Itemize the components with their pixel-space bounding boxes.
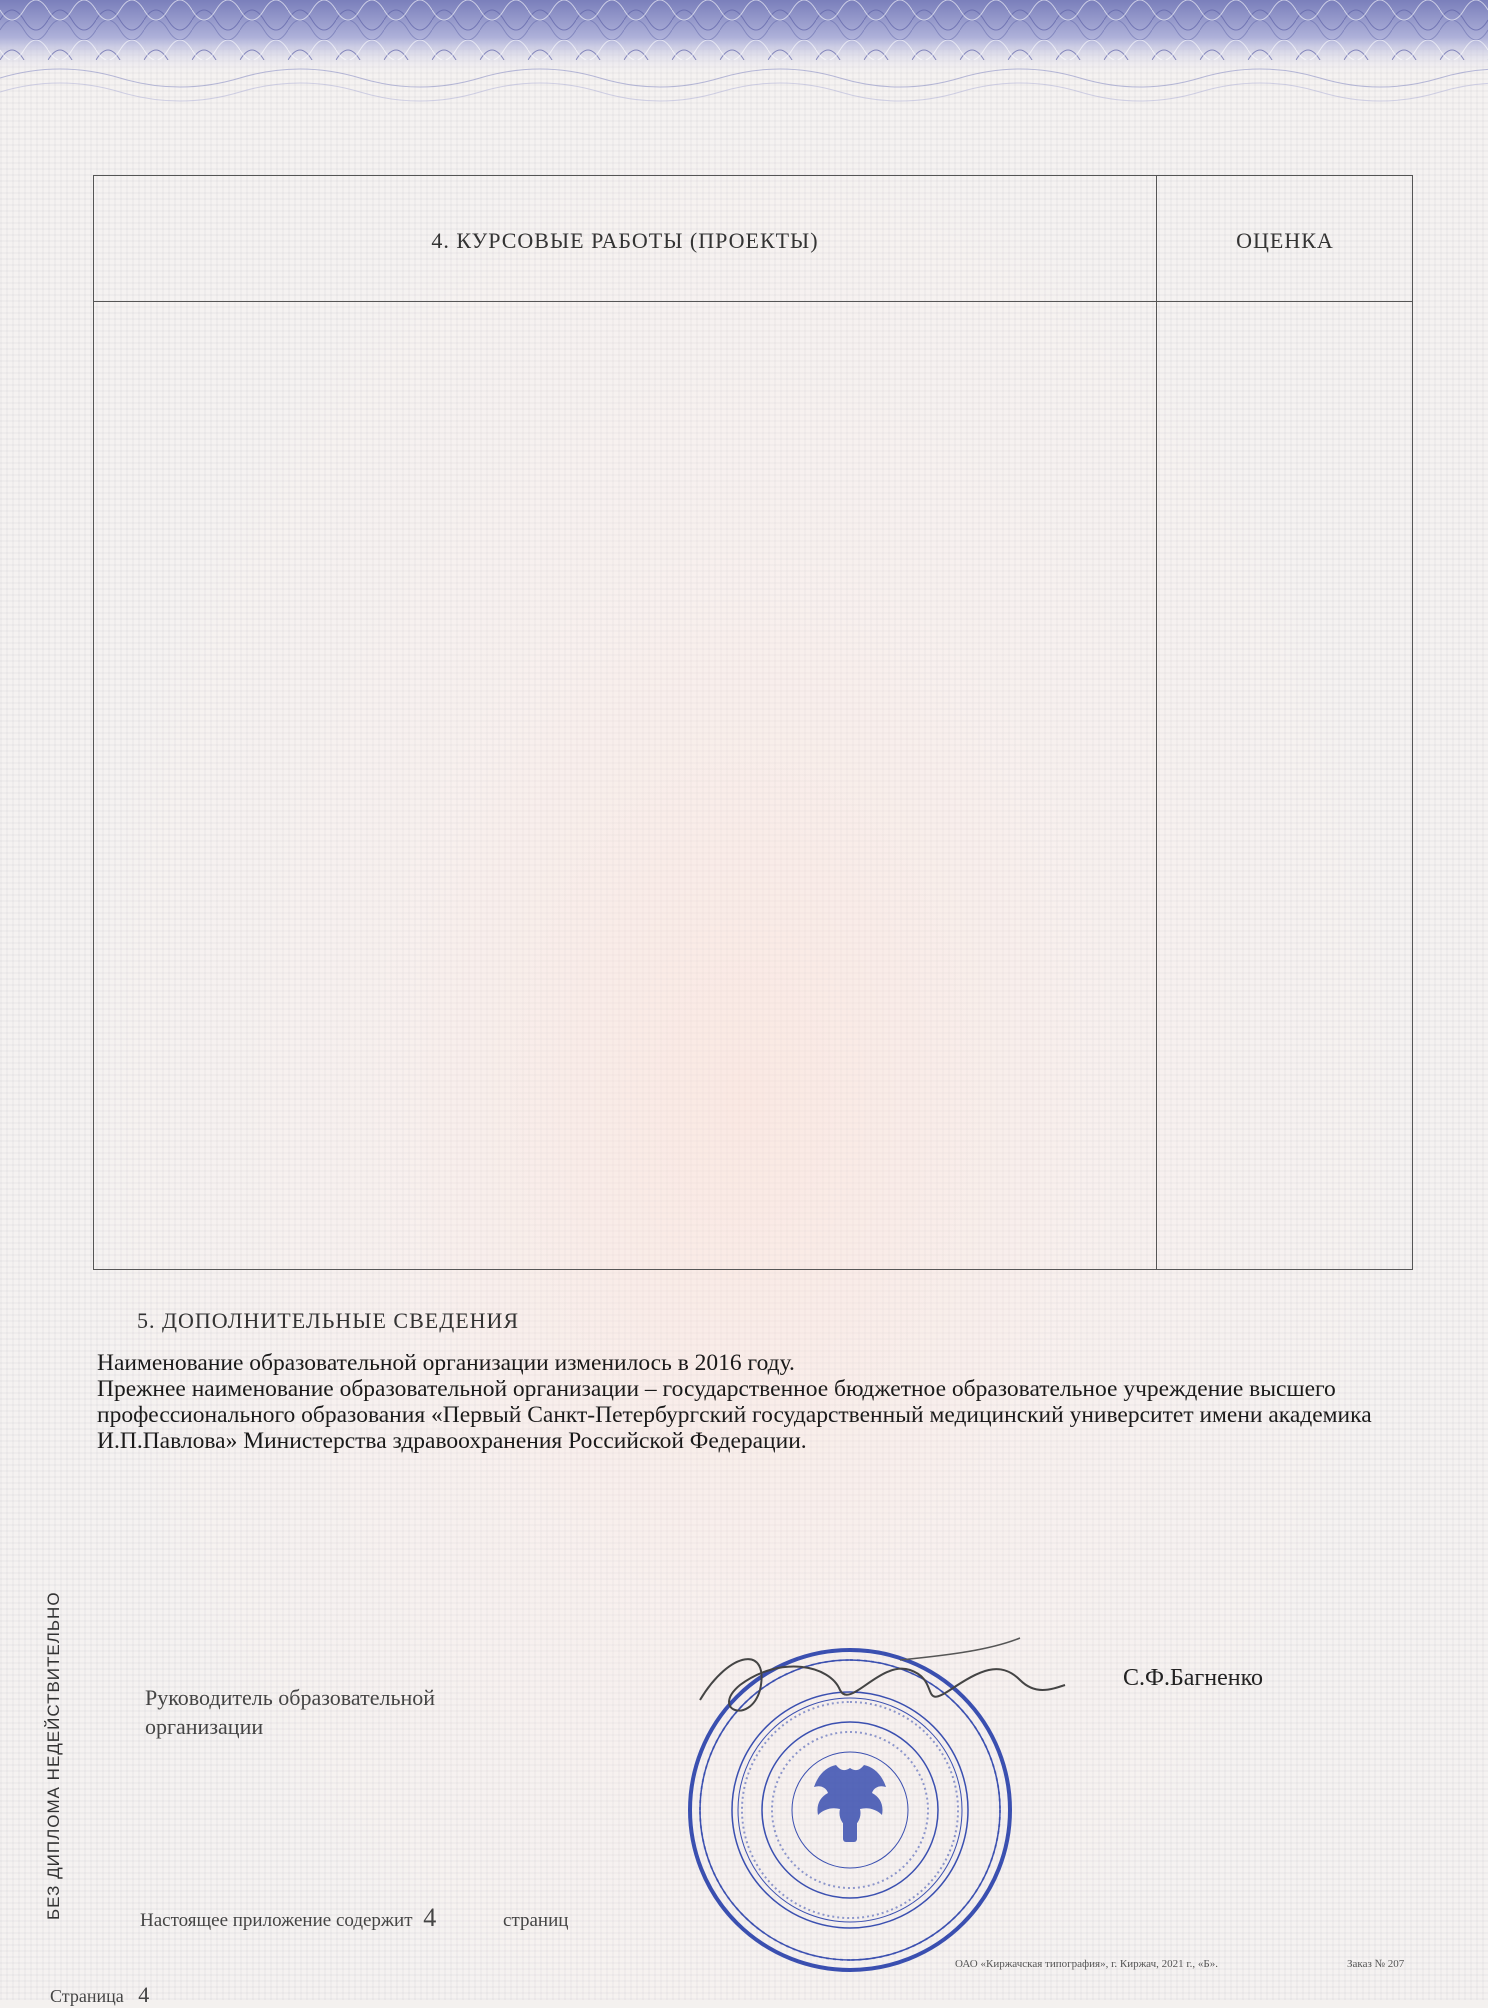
additional-info-text xyxy=(97,1350,1397,1454)
page-number-value: 4 xyxy=(138,1982,150,2007)
pages-count-note xyxy=(140,1903,568,1933)
column-header-course-works: 4. КУРСОВЫЕ РАБОТЫ (ПРОЕКТЫ) xyxy=(431,228,819,253)
header-divider xyxy=(94,301,1412,302)
pages-prefix: Настоящее приложение содержит xyxy=(140,1910,413,1931)
order-number: Заказ № 207 xyxy=(1347,1958,1405,1970)
head-of-organization-name: С.Ф.Багненко xyxy=(1123,1665,1264,1691)
course-works-table xyxy=(93,175,1413,1270)
section-title-additional-info: 5. ДОПОЛНИТЕЛЬНЫЕ СВЕДЕНИЯ xyxy=(137,1308,520,1333)
vertical-validity-note: БЕЗ ДИПЛОМА НЕДЕЙСТВИТЕЛЬНО xyxy=(44,1591,63,1920)
additional-info-line-2: Прежнее наименование образовательной организации – государственное бюджетное образовательное учреждение высшего профессионального образования «Первый Санкт-Петербургский государственный медицинский университет имени академика И.П.Павлова» Министерства здравоохранения Российской Федерации. xyxy=(97,1376,1372,1454)
column-header-grade: ОЦЕНКА xyxy=(1236,228,1334,253)
signature-icon xyxy=(690,1630,1070,1740)
additional-info-line-1: Наименование образовательной организации изменилось в 2016 году. xyxy=(97,1350,795,1376)
guilloche-border xyxy=(0,0,1488,110)
pages-suffix: страниц xyxy=(503,1910,569,1931)
page-label: Страница xyxy=(50,1986,124,2006)
head-label-line-2: организации xyxy=(145,1714,264,1739)
pages-count: 4 xyxy=(423,1903,437,1932)
head-label-line-1: Руководитель образовательной xyxy=(145,1685,436,1710)
printer-imprint: ОАО «Киржачская типография», г. Киржач, 2021 г., «Б». xyxy=(955,1958,1218,1970)
head-of-organization-label xyxy=(145,1683,435,1741)
page-number xyxy=(50,1982,149,2008)
column-divider xyxy=(1156,176,1157,1269)
